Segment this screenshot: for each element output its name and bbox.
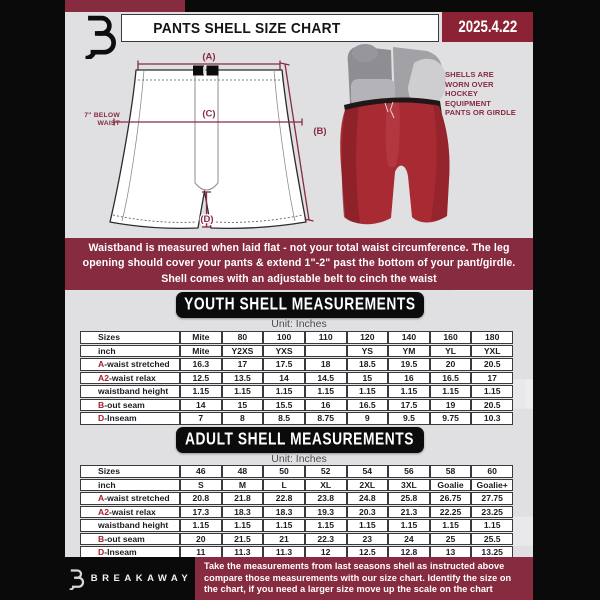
value-cell: 16.5 [430,372,472,385]
value-cell: 27.75 [471,492,513,505]
adult-section-heading [176,427,424,453]
value-cell: Goalie+ [471,479,513,492]
label-d: (D) [200,214,214,225]
value-cell: 17.3 [180,506,222,519]
row-label: A-waist stretched [80,492,180,505]
value-cell: YL [430,345,472,358]
value-cell: 14 [263,372,305,385]
value-cell: 46 [180,465,222,478]
value-cell: M [222,479,264,492]
value-cell: 1.15 [430,385,472,398]
row-label: waistband height [80,385,180,398]
value-cell: 50 [263,465,305,478]
shell-product-photo [335,40,473,232]
value-cell: Y2XS [222,345,264,358]
value-cell: 9.5 [388,412,430,425]
value-cell: 13 [430,546,472,559]
row-label: D-Inseam [80,546,180,559]
value-cell: 58 [430,465,472,478]
value-cell: 140 [388,331,430,344]
value-cell: YM [388,345,430,358]
value-cell: Goalie [430,479,472,492]
value-cell: 20.3 [347,506,389,519]
value-cell: 1.15 [222,519,264,532]
value-cell: 11.3 [222,546,264,559]
value-cell: 12.8 [388,546,430,559]
table-row [80,506,513,519]
value-cell: 1.15 [263,385,305,398]
value-cell: 23.8 [305,492,347,505]
table-row [80,372,513,385]
youth-unit-label: Unit: Inches [271,318,327,330]
value-cell: 3XL [388,479,430,492]
label-a: (A) [202,51,216,63]
measure-letter: A [98,359,105,369]
value-cell: 20.5 [471,399,513,412]
measure-letter: A2 [98,372,109,383]
label-c: (C) [202,108,216,120]
value-cell: 80 [222,331,264,344]
measure-letter: A [98,493,105,503]
value-cell: 180 [471,331,513,344]
row-label: B-out seam [80,533,180,546]
value-cell: 25.5 [471,533,513,546]
row-label: A2-waist relax [80,372,180,385]
value-cell: 24.8 [347,492,389,505]
value-cell: 1.15 [471,519,513,532]
value-cell: 9 [347,412,389,425]
value-cell: 1.15 [263,519,305,532]
row-label: D-Inseam [80,412,180,425]
value-cell: S [180,479,222,492]
value-cell: 23.25 [471,506,513,519]
footer-instructions [195,557,533,600]
date-text: 2025.4.22 [457,17,517,36]
value-cell: 19.5 [388,358,430,371]
row-label: A-waist stretched [80,358,180,371]
value-cell: 10.3 [471,412,513,425]
value-cell: 1.15 [222,385,264,398]
adult-heading-text: ADULT SHELL MEASUREMENTS [185,430,415,450]
value-cell: YXS [263,345,305,358]
value-cell: YS [347,345,389,358]
value-cell: 12.5 [347,546,389,559]
value-cell: 19.3 [305,506,347,519]
table-row [80,358,513,371]
adult-measurements-table [80,464,513,560]
value-cell: 16 [305,399,347,412]
value-cell: 1.15 [347,519,389,532]
value-cell: 17 [222,358,264,371]
measure-letter: D [98,547,105,557]
value-cell: 8.5 [263,412,305,425]
value-cell: 14 [180,399,222,412]
value-cell: 15 [347,372,389,385]
value-cell: 14.5 [305,372,347,385]
row-label: Sizes [80,465,180,478]
footer-instructions-text: Take the measurements from last seasons shell as instructed above compare those measurements with our size chart. Identify the size on the chart, if you need a larger size move up the scale on the chart [204,560,512,595]
red-shell-illustration [340,98,449,225]
table-row [80,412,513,425]
value-cell: 17.5 [263,358,305,371]
youth-heading-text: YOUTH SHELL MEASUREMENTS [184,295,416,315]
shell-measurement-diagram [100,50,332,235]
belt-buckle-icon [193,66,204,76]
table-row [80,492,513,505]
value-cell: 16.5 [347,399,389,412]
value-cell: 160 [430,331,472,344]
measure-letter: B [98,533,105,544]
table-row [80,399,513,412]
value-cell: 20 [180,533,222,546]
value-cell: 21 [263,533,305,546]
info-band [65,238,533,290]
value-cell: 21.5 [222,533,264,546]
value-cell: 25.8 [388,492,430,505]
value-cell: 17 [471,372,513,385]
measure-letter: B [98,399,105,410]
value-cell: 8 [222,412,264,425]
value-cell: 23 [347,533,389,546]
measure-letter: A2 [98,506,109,517]
value-cell: 19 [430,399,472,412]
page-title-box [121,14,439,42]
value-cell: 56 [388,465,430,478]
date-badge [442,12,533,42]
value-cell: 20.8 [180,492,222,505]
value-cell: 1.15 [388,519,430,532]
value-cell: 18.3 [222,506,264,519]
row-label: inch [80,479,180,492]
value-cell: 25 [430,533,472,546]
value-cell: 7 [180,412,222,425]
table-row [80,479,513,492]
value-cell: 15 [222,399,264,412]
value-cell: 48 [222,465,264,478]
value-cell: 22.8 [263,492,305,505]
youth-measurements-table [80,330,513,426]
table-row [80,385,513,398]
value-cell: 20 [430,358,472,371]
value-cell: 22.25 [430,506,472,519]
value-cell: Mite [180,331,222,344]
row-label: A2-waist relax [80,506,180,519]
value-cell: 15.5 [263,399,305,412]
value-cell: 1.15 [180,519,222,532]
value-cell: 21.3 [388,506,430,519]
value-cell: L [263,479,305,492]
value-cell: 100 [263,331,305,344]
value-cell: 1.15 [180,385,222,398]
footer-brand-block [65,557,195,600]
value-cell: 120 [347,331,389,344]
value-cell: 8.75 [305,412,347,425]
value-cell: XL [305,479,347,492]
value-cell [305,345,347,358]
row-label: B-out seam [80,399,180,412]
value-cell: 1.15 [430,519,472,532]
row-label: waistband height [80,519,180,532]
youth-section-heading [176,292,424,318]
value-cell: 54 [347,465,389,478]
info-band-text: Waistband is measured when laid flat - not your total waist circumference. The leg opening should cover your pants & extend 1"-2" past the bottom of your pant/girdle. Shell comes with an adjustable belt to cinch the waist [82,242,516,285]
value-cell: 16.3 [180,358,222,371]
table-row [80,345,513,358]
value-cell: 16 [388,372,430,385]
value-cell: 17.5 [388,399,430,412]
value-cell: 9.75 [430,412,472,425]
value-cell: 1.15 [305,385,347,398]
table-row [80,519,513,532]
breakaway-logo-small-icon [68,568,85,590]
value-cell: 13.5 [222,372,264,385]
value-cell: 18 [305,358,347,371]
value-cell: 12 [305,546,347,559]
top-accent-bar [65,0,185,12]
below-waist-note: 7" BELOW WAIST [84,112,120,127]
photo-caption: SHELLS ARE WORN OVER HOCKEY EQUIPMENT PANTS OR GIRDLE [445,70,516,118]
value-cell: 13.25 [471,546,513,559]
value-cell: 18.3 [263,506,305,519]
value-cell: 26.75 [430,492,472,505]
table-row [80,331,513,344]
value-cell: 2XL [347,479,389,492]
value-cell: 110 [305,331,347,344]
value-cell: 11.3 [263,546,305,559]
value-cell: 18.5 [347,358,389,371]
value-cell: 60 [471,465,513,478]
value-cell: Mite [180,345,222,358]
value-cell: YXL [471,345,513,358]
value-cell: 1.15 [388,385,430,398]
value-cell: 21.8 [222,492,264,505]
measure-letter: D [98,413,105,423]
value-cell: 22.3 [305,533,347,546]
table-row [80,465,513,478]
footer-brand-name: BREAKAWAY [90,573,193,584]
value-cell: 11 [180,546,222,559]
value-cell: 1.15 [471,385,513,398]
value-cell: 12.5 [180,372,222,385]
page-title: PANTS SHELL SIZE CHART [153,19,341,37]
table-row [80,533,513,546]
value-cell: 1.15 [305,519,347,532]
row-label: inch [80,345,180,358]
row-label: Sizes [80,331,180,344]
label-b: (B) [313,126,327,137]
value-cell: 52 [305,465,347,478]
value-cell: 24 [388,533,430,546]
adult-unit-label: Unit: Inches [271,453,327,465]
value-cell: 1.15 [347,385,389,398]
value-cell: 20.5 [471,358,513,371]
